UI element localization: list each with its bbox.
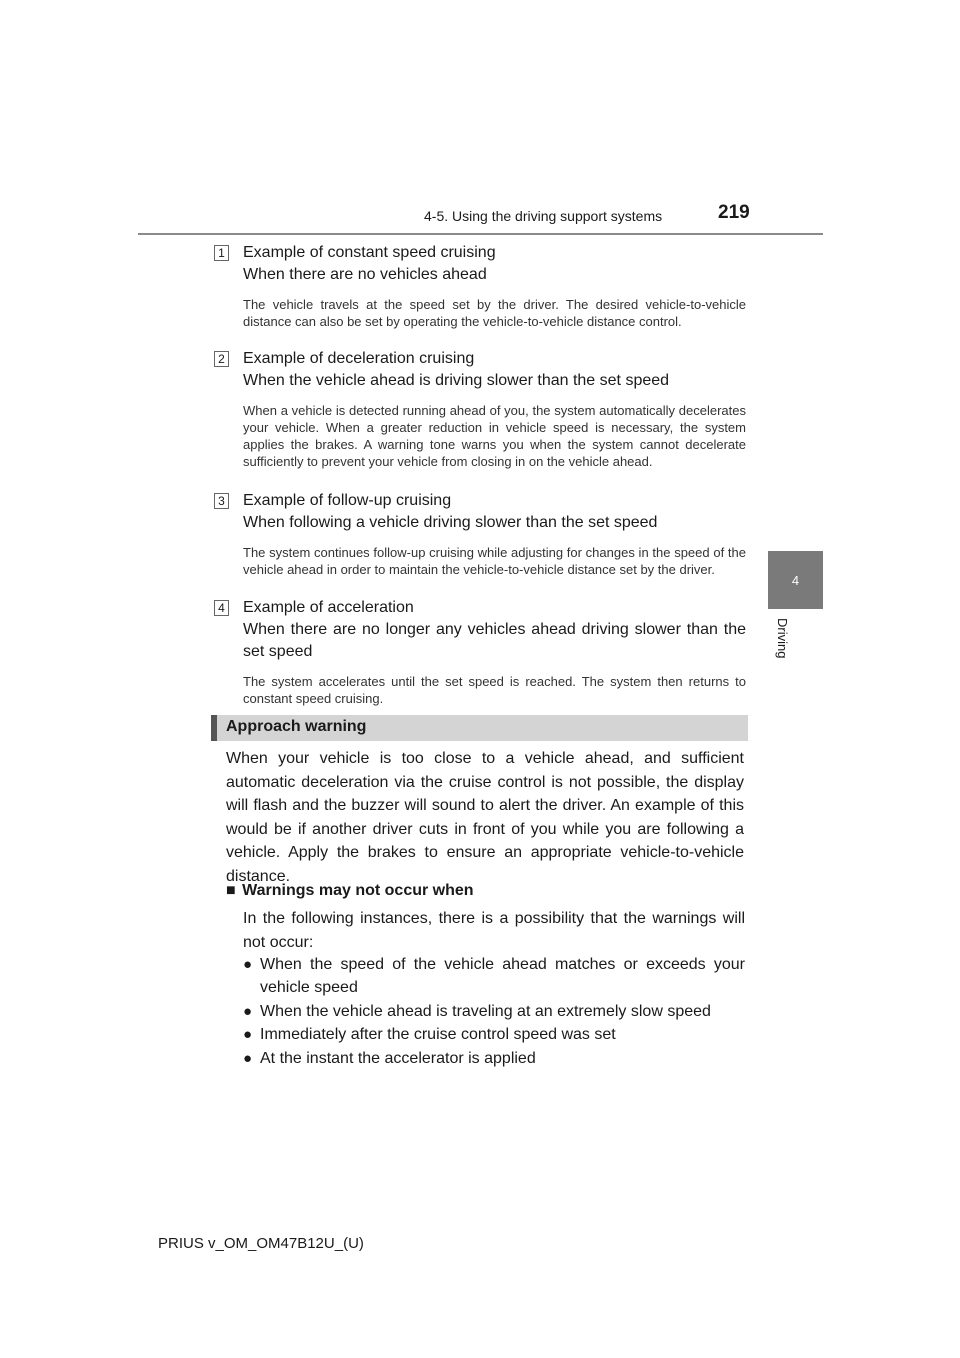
round-bullet-icon: ● — [243, 956, 253, 973]
item-title-line1: Example of constant speed cruising — [243, 244, 496, 261]
item-description: The vehicle travels at the speed set by the driver. The desired vehicle-to-vehicle distance can also be set by operating the vehicle-to-vehicle distance control. — [243, 297, 746, 329]
header-section-title: 4-5. Using the driving support systems — [424, 208, 663, 224]
item-title-line1: Example of deceleration cruising — [243, 350, 475, 367]
list-item — [243, 1047, 745, 1070]
item-title — [243, 242, 746, 286]
item-title-line2: When there are no longer any vehicles ahead driving slower than the set speed — [243, 621, 746, 660]
item-follow-up — [214, 490, 746, 578]
item-description: The system continues follow-up cruising while adjusting for changes in the speed of the vehicle ahead in order to maintain the vehicle-to-vehicle distance set by the driver. — [243, 545, 746, 577]
item-number-box: 3 — [214, 493, 229, 509]
warnings-bullet-list — [243, 953, 745, 1070]
item-constant-speed — [214, 242, 746, 330]
chapter-number: 4 — [791, 572, 800, 588]
item-number-box: 4 — [214, 600, 229, 616]
item-acceleration — [214, 597, 746, 707]
list-item — [243, 1000, 745, 1023]
warnings-intro: In the following instances, there is a possibility that the warnings will not occur: — [243, 910, 745, 951]
item-title-line1: Example of acceleration — [243, 599, 414, 616]
item-title-line2: When there are no vehicles ahead — [243, 266, 487, 283]
list-item-text: When the speed of the vehicle ahead matches or exceeds your vehicle speed — [260, 956, 745, 996]
round-bullet-icon: ● — [243, 1002, 253, 1020]
approach-warning-heading: Approach warning — [226, 718, 367, 735]
footer-doc-code: PRIUS v_OM_OM47B12U_(U) — [158, 1235, 364, 1252]
item-number-box: 1 — [214, 245, 229, 261]
chapter-label: Driving — [775, 618, 790, 659]
page-number: 219 — [718, 202, 750, 223]
square-bullet-icon: ■ — [226, 882, 236, 899]
round-bullet-icon: ● — [243, 1049, 253, 1067]
item-title — [243, 490, 746, 534]
item-deceleration — [214, 348, 746, 470]
approach-warning-body: When your vehicle is too close to a vehicle ahead, and sufficient automatic deceleration via the cruise control is not possible, the display will flash and the buzzer will sound to alert the driver. An example of this would be if another driver cuts in front of you while you are following a vehicle. Apply the brakes to ensure an appropriate vehicle-to-vehicle distance. — [226, 750, 744, 885]
item-description: The system accelerates until the set speed is reached. The system then returns to constant speed cruising. — [243, 674, 746, 706]
list-item-text: At the instant the accelerator is applied — [260, 1049, 536, 1067]
list-item-text: When the vehicle ahead is traveling at an extremely slow speed — [260, 1002, 711, 1020]
item-number-box: 2 — [214, 351, 229, 367]
list-item — [243, 953, 745, 999]
item-title-line2: When the vehicle ahead is driving slower than the set speed — [243, 372, 670, 389]
warnings-subheading — [226, 882, 474, 900]
round-bullet-icon: ● — [243, 1026, 253, 1043]
list-item-text: Immediately after the cruise control speed was set — [260, 1026, 616, 1043]
item-description: When a vehicle is detected running ahead of you, the system automatically decelerates your vehicle. When a greater reduction in vehicle speed is necessary, the system applies the brakes. A warning tone warns you when the system cannot decelerate sufficiently to prevent your vehicle from closing in on the vehicle ahead. — [243, 403, 746, 469]
header-rule — [138, 233, 823, 235]
chapter-tab — [768, 551, 823, 609]
approach-warning-heading-bar — [211, 715, 748, 741]
warnings-subheading-text: Warnings may not occur when — [242, 882, 474, 899]
item-title — [243, 348, 746, 392]
item-title — [243, 597, 746, 663]
item-title-line2: When following a vehicle driving slower than the set speed — [243, 514, 658, 531]
list-item — [243, 1023, 745, 1046]
item-title-line1: Example of follow-up cruising — [243, 492, 452, 509]
